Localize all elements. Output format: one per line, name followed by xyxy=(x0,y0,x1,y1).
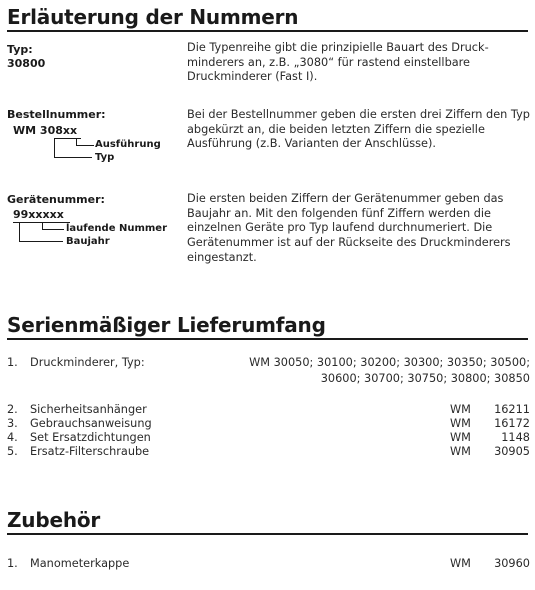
typ-description: Die Typenreihe gibt die prinzipielle Bauart des Druckminderers an, z.B. „3080“ für rastend einstellbare Druckminderer (Fast I). xyxy=(187,41,489,84)
item-code: 16211 xyxy=(494,403,530,416)
item-prefix: WM xyxy=(450,403,471,416)
typ-label: Typ: xyxy=(7,43,33,56)
geraete-annotation-baujahr: Baujahr xyxy=(66,236,110,247)
bestell-leader-typ-vertical xyxy=(54,138,55,158)
section-title-zubehoer: Zubehör xyxy=(7,508,101,532)
geraete-annotation-laufende-nummer: laufende Nummer xyxy=(66,223,168,234)
geraete-leader-baujahr-vertical xyxy=(19,222,20,242)
geraetenummer-code: 99xxxxx xyxy=(13,208,64,221)
item-name: Sicherheitsanhänger xyxy=(30,403,147,416)
list-item xyxy=(7,431,530,445)
bestell-leader-ausfuehrung-horizontal xyxy=(76,145,94,146)
typ-value: 30800 xyxy=(7,57,46,70)
geraete-leader-laufende-horizontal xyxy=(42,229,64,230)
list-item xyxy=(7,557,530,571)
geraete-leader-baujahr-horizontal xyxy=(19,241,63,242)
geraetenummer-label: Gerätenummer: xyxy=(7,193,105,206)
item-name: Druckminderer, Typ: xyxy=(30,356,145,369)
list-item xyxy=(7,445,530,459)
item-prefix: WM xyxy=(450,417,471,430)
section-title-nummern: Erläuterung der Nummern xyxy=(7,5,299,29)
item-number: 4. xyxy=(7,431,18,444)
list-item xyxy=(7,417,530,431)
section-rule xyxy=(7,30,528,32)
section-rule xyxy=(7,338,528,340)
item-codes-line1: WM 30050; 30100; 30200; 30300; 30350; 30500; xyxy=(249,356,530,369)
bestell-annotation-ausfuehrung: Ausführung xyxy=(95,139,161,150)
item-number: 1. xyxy=(7,356,18,369)
section-rule xyxy=(7,533,528,535)
item-name: Ersatz-Filterschraube xyxy=(30,445,150,458)
bestell-leader-typ-horizontal xyxy=(54,157,92,158)
item-number: 2. xyxy=(7,403,18,416)
item-number: 5. xyxy=(7,445,18,458)
geraetenummer-description: Die ersten beiden Ziffern der Gerätenummer geben das Baujahr an. Mit den folgenden fünf Ziffern werden die einzelnen Geräte pro Typ laufend durchnumeriert. Die Gerätenummer ist auf der Rückseite des Druckminderers eingestanzt. xyxy=(187,192,511,264)
list-item-continuation xyxy=(7,372,530,386)
item-prefix: WM xyxy=(450,557,471,570)
item-code: 16172 xyxy=(494,417,530,430)
item-prefix: WM xyxy=(450,445,471,458)
item-name: Manometerkappe xyxy=(30,557,130,570)
item-prefix: WM xyxy=(450,431,471,444)
item-name: Gebrauchsanweisung xyxy=(30,417,152,430)
item-number: 3. xyxy=(7,417,18,430)
item-code: 30905 xyxy=(494,445,530,458)
bestell-annotation-typ: Typ xyxy=(95,152,115,163)
section-title-lieferumfang: Serienmäßiger Lieferumfang xyxy=(7,313,326,337)
bestellnummer-code: WM 308xx xyxy=(13,124,78,137)
item-number: 1. xyxy=(7,557,18,570)
item-code: 30960 xyxy=(494,557,530,570)
list-item xyxy=(7,356,530,370)
list-item xyxy=(7,403,530,417)
item-name: Set Ersatzdichtungen xyxy=(30,431,151,444)
bestellnummer-label: Bestellnummer: xyxy=(7,108,106,121)
bestellnummer-description: Bei der Bestellnummer geben die ersten drei Ziffern den Typ abgekürzt an, die beiden letzten Ziffern die spezielle Ausführung (z.B. Varianten der Anschlüsse). xyxy=(187,108,530,151)
item-code: 1148 xyxy=(501,431,530,444)
item-codes-line2: 30600; 30700; 30750; 30800; 30850 xyxy=(320,372,530,385)
